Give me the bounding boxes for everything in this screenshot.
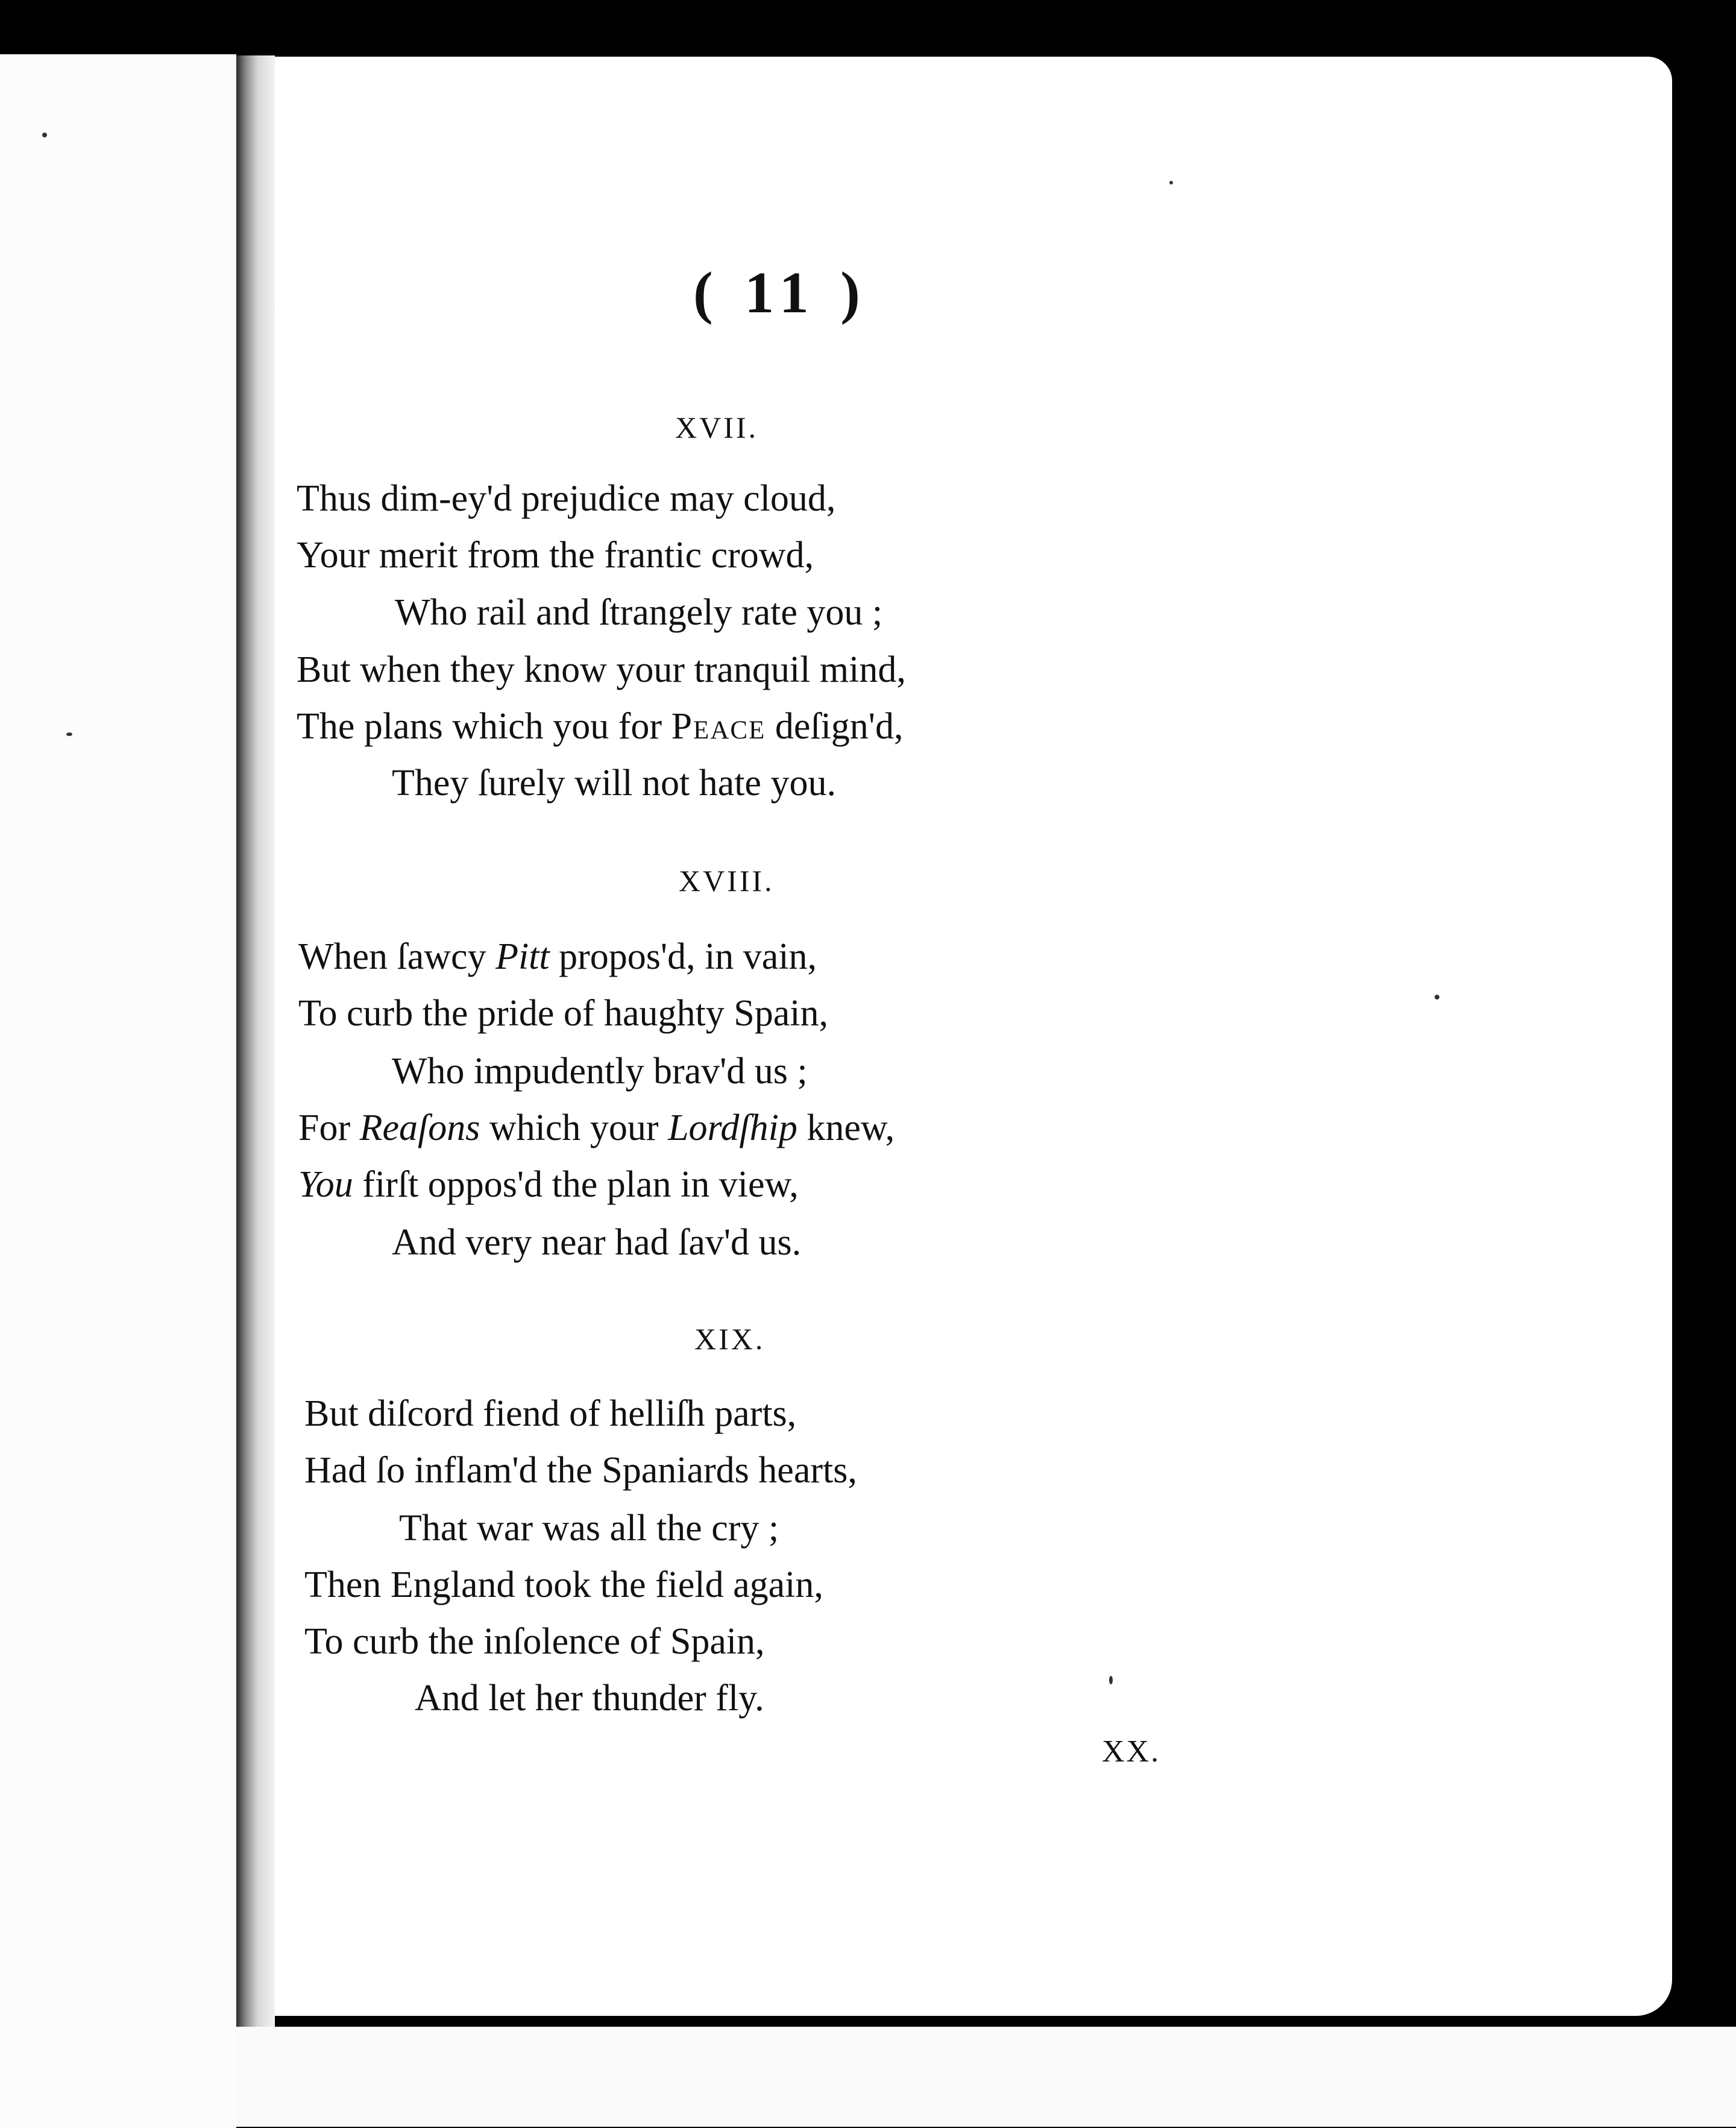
book-gutter (236, 55, 275, 2027)
page-bottom-edge (236, 2027, 1736, 2127)
poem-line: Then England took the field again, (304, 1564, 823, 1605)
text-run: which your (480, 1107, 668, 1148)
facing-page-edge (0, 54, 236, 2128)
book-page (275, 57, 1672, 2016)
poem-line: And very near had ſav'd us. (392, 1222, 802, 1263)
poem-line: To curb the pride of haughty Spain, (298, 993, 828, 1034)
italic-word: Lordſhip (668, 1107, 797, 1148)
poem-line: Had ſo inflam'd the Spaniards hearts, (304, 1450, 857, 1491)
italic-word: Pitt (495, 936, 550, 977)
stanza-number-xviii: XVIII. (679, 864, 775, 898)
small-caps-word: Peace (671, 706, 766, 747)
poem-line: Your merit from the frantic crowd, (297, 535, 814, 576)
speck (66, 732, 72, 736)
italic-word: You (298, 1164, 353, 1205)
text-run: firſt oppos'd the plan in view, (353, 1164, 799, 1205)
speck (1109, 1676, 1113, 1684)
poem-line: But diſcord fiend of helliſh parts, (304, 1393, 797, 1434)
text-run: For (298, 1107, 360, 1148)
poem-line: Who impudently brav'd us ; (392, 1051, 808, 1092)
poem-line: To curb the inſolence of Spain, (304, 1621, 765, 1662)
poem-line (298, 938, 817, 975)
scan-border (1672, 422, 1736, 2050)
poem-line (298, 1109, 895, 1147)
speck (1169, 181, 1173, 184)
text-run: deſign'd, (766, 706, 904, 747)
poem-line: But when they know your tranquil mind, (297, 649, 906, 690)
poem-line: Thus dim-ey'd prejudice may cloud, (297, 478, 836, 519)
text-run: The plans which you for (297, 706, 671, 747)
text-run: propos'd, in vain, (549, 936, 817, 977)
speck (42, 133, 47, 137)
poem-line (298, 1166, 799, 1203)
poem-line: They ſurely will not hate you. (392, 763, 836, 804)
stanza-number-xix: XIX. (694, 1322, 766, 1356)
text-run: knew, (797, 1107, 895, 1148)
text-run: When ſawcy (298, 936, 496, 977)
poem-line: Who rail and ſtrangely rate you ; (395, 592, 883, 633)
italic-word: Reaſons (359, 1107, 480, 1148)
page-number: ( 11 ) (693, 260, 869, 326)
stanza-number-xvii: XVII. (675, 411, 759, 444)
speck (1435, 995, 1439, 999)
poem-line (297, 708, 903, 745)
poem-line: That war was all the cry ; (399, 1508, 779, 1549)
catchword: XX. (1102, 1734, 1161, 1769)
poem-line: And let her thunder fly. (415, 1678, 764, 1719)
